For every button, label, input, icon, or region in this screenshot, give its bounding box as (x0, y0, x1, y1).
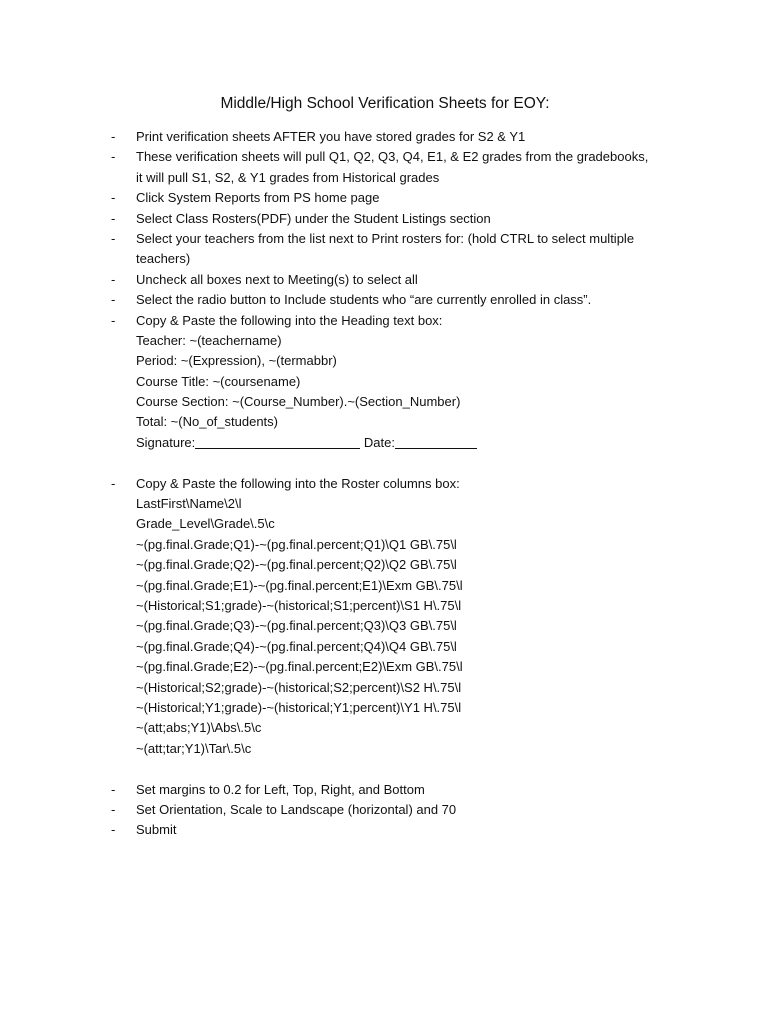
date-label: Date: (363, 434, 395, 450)
code-line: Period: ~(Expression), ~(termabbr) (136, 353, 337, 369)
heading-line (111, 412, 751, 432)
step-text: Click System Reports from PS home page (136, 190, 380, 206)
heading-line (111, 351, 751, 371)
list-item (111, 290, 751, 310)
bullet: - (111, 475, 116, 491)
roster-line (111, 718, 751, 738)
roster-line (111, 678, 751, 698)
page-title: Middle/High School Verification Sheets for EOY: (220, 95, 550, 112)
list-item-continuation (111, 249, 751, 269)
signature-line (111, 433, 751, 453)
roster-line (111, 739, 751, 759)
roster-line (111, 555, 751, 575)
code-line: Teacher: ~(teachername) (136, 332, 282, 348)
heading-line (111, 392, 751, 412)
roster-line (111, 535, 751, 555)
bullet: - (111, 149, 116, 165)
code-line: ~(Historical;S2;grade)-~(historical;S2;percent)\S2 H\.75\l (136, 679, 462, 695)
code-line: ~(Historical;S1;grade)-~(historical;S1;percent)\S1 H\.75\l (136, 597, 462, 613)
roster-line (111, 637, 751, 657)
code-line: ~(Historical;Y1;grade)-~(historical;Y1;percent)\Y1 H\.75\l (136, 699, 462, 715)
code-line: ~(pg.final.Grade;Q2)-~(pg.final.percent;Q2)\Q2 GB\.75\l (136, 557, 457, 573)
step-text: Select your teachers from the list next to Print rosters for: (hold CTRL to select multiple (136, 230, 635, 246)
roster-line (111, 494, 751, 514)
roster-line (111, 596, 751, 616)
step-text: Submit (136, 822, 177, 838)
bullet: - (111, 230, 116, 246)
signature-row (136, 433, 477, 453)
bullet: - (111, 271, 116, 287)
list-item (111, 209, 751, 229)
roster-line (111, 514, 751, 534)
code-line: ~(att;abs;Y1)\Abs\.5\c (136, 720, 262, 736)
list-item (111, 127, 751, 147)
heading-line (111, 372, 751, 392)
list-item (111, 800, 751, 820)
list-item (111, 820, 751, 840)
list-item (111, 270, 751, 290)
step-text: Print verification sheets AFTER you have stored grades for S2 & Y1 (136, 129, 526, 144)
roster-line (111, 576, 751, 596)
step-text: Copy & Paste the following into the Heading text box: (136, 312, 443, 328)
step-text: teachers) (136, 251, 191, 267)
roster-line (111, 616, 751, 636)
roster-line (111, 657, 751, 677)
spacer (111, 759, 751, 779)
code-line: ~(pg.final.Grade;Q1)-~(pg.final.percent;Q1)\Q1 GB\.75\l (136, 536, 457, 552)
step-text: These verification sheets will pull Q1, Q2, Q3, Q4, E1, & E2 grades from the gradebooks, (136, 149, 649, 165)
code-line: Grade_Level\Grade\.5\c (136, 516, 275, 532)
date-blank (395, 434, 477, 449)
roster-line (111, 698, 751, 718)
signature-blank (195, 434, 360, 449)
step-text: Set margins to 0.2 for Left, Top, Right, and Bottom (136, 781, 425, 797)
list-item (111, 229, 751, 249)
code-line: ~(pg.final.Grade;Q4)-~(pg.final.percent;Q4)\Q4 GB\.75\l (136, 638, 457, 654)
signature-label: Signature: (136, 434, 196, 450)
list-item (111, 474, 751, 494)
bullet: - (111, 312, 116, 328)
code-line: LastFirst\Name\2\l (136, 496, 242, 512)
list-item (111, 147, 751, 167)
step-text: Select Class Rosters(PDF) under the Student Listings section (136, 210, 491, 226)
step-text: Uncheck all boxes next to Meeting(s) to select all (136, 271, 418, 287)
code-line: Course Section: ~(Course_Number).~(Section_Number) (136, 394, 461, 410)
bullet: - (111, 292, 116, 308)
code-line: ~(att;tar;Y1)\Tar\.5\c (136, 740, 252, 756)
bullet: - (111, 781, 116, 797)
code-line: Total: ~(No_of_students) (136, 414, 278, 430)
step-text: Set Orientation, Scale to Landscape (horizontal) and 70 (136, 801, 457, 817)
list-item (111, 780, 751, 800)
code-line: ~(pg.final.Grade;Q3)-~(pg.final.percent;Q3)\Q3 GB\.75\l (136, 618, 457, 634)
bullet: - (111, 210, 116, 226)
code-line: ~(pg.final.Grade;E2)-~(pg.final.percent;E2)\Exm GB\.75\l (136, 659, 463, 675)
code-line: ~(pg.final.Grade;E1)-~(pg.final.percent;E1)\Exm GB\.75\l (136, 577, 463, 593)
code-line: Course Title: ~(coursename) (136, 373, 301, 389)
list-item (111, 188, 751, 208)
instruction-list (111, 127, 751, 841)
step-text: Select the radio button to Include students who “are currently enrolled in class”. (136, 292, 592, 308)
step-text: it will pull S1, S2, & Y1 grades from Historical grades (136, 169, 440, 185)
spacer (111, 453, 751, 473)
step-text: Copy & Paste the following into the Roster columns box: (136, 475, 460, 491)
list-item (111, 311, 751, 331)
list-item-continuation (111, 168, 751, 188)
bullet: - (111, 129, 116, 144)
bullet: - (111, 190, 116, 206)
bullet: - (111, 801, 116, 817)
bullet: - (111, 822, 116, 838)
heading-line (111, 331, 751, 351)
